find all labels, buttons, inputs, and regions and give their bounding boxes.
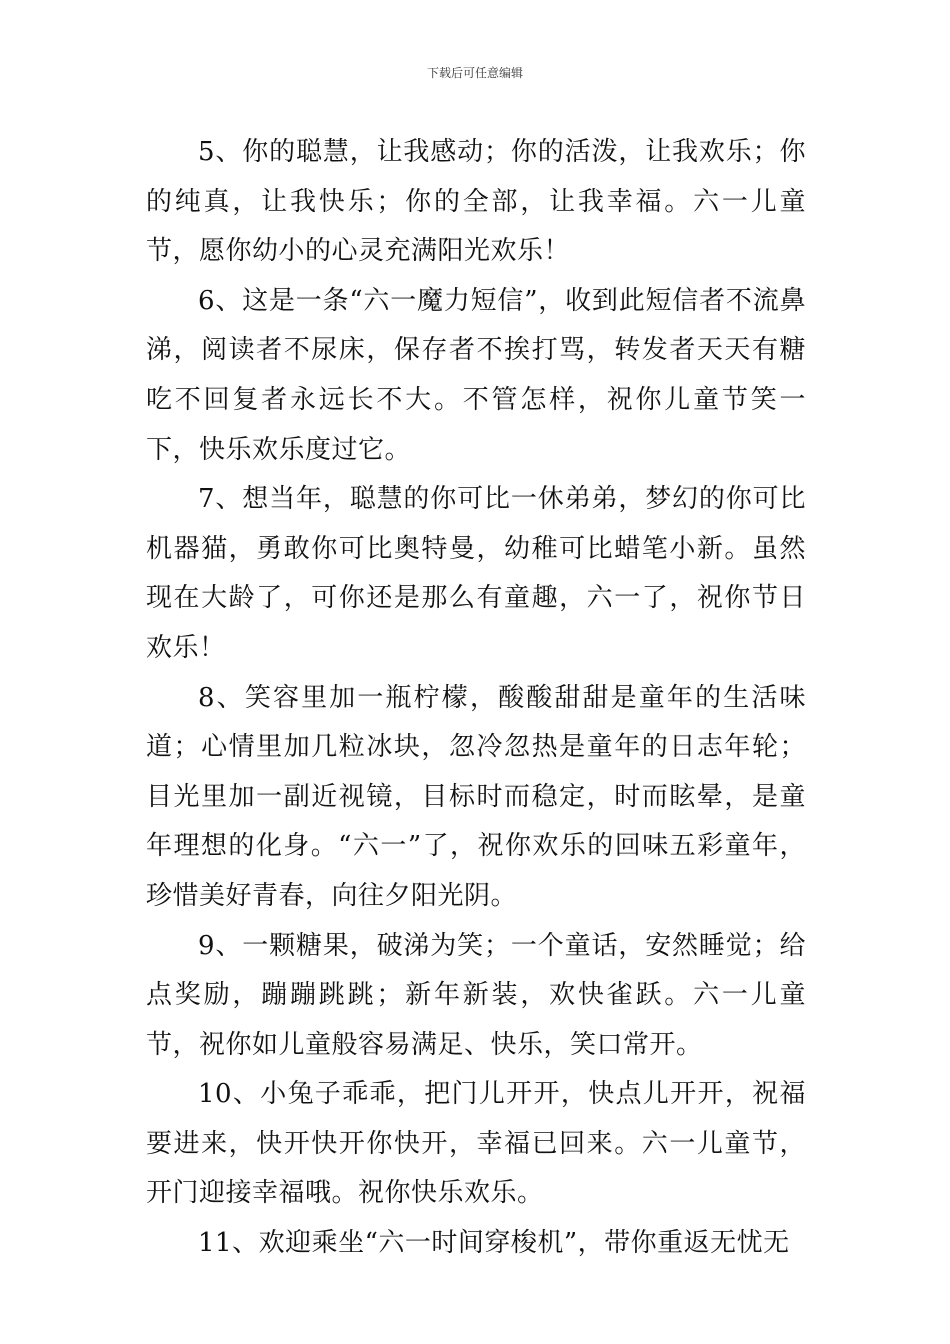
paragraph-5: 5、你的聪慧，让我感动；你的活泼，让我欢乐；你的纯真，让我快乐；你的全部，让我幸福。六一儿童节，愿你幼小的心灵充满阳光欢乐！ xyxy=(146,137,806,267)
document-body xyxy=(146,128,806,1269)
paragraph-11: 11、欢迎乘坐“六一时间穿梭机”，带你重返无忧无 xyxy=(198,1228,790,1259)
page-header-note: 下载后可任意编辑 xyxy=(426,66,523,80)
paragraph-9: 9、一颗糖果，破涕为笑；一个童话，安然睡觉；给点奖励，蹦蹦跳跳；新年新装，欢快雀跃。六一儿童节，祝你如儿童般容易满足、快乐，笑口常开。 xyxy=(146,930,806,1060)
paragraph-7: 7、想当年，聪慧的你可比一休弟弟，梦幻的你可比机器猫，勇敢你可比奥特曼，幼稚可比蜡笔小新。虽然现在大龄了，可你还是那么有童趣，六一了，祝你节日欢乐！ xyxy=(146,484,806,663)
paragraph-8: 8、笑容里加一瓶柠檬，酸酸甜甜是童年的生活味道；心情里加几粒冰块，忽冷忽热是童年的日志年轮；目光里加一副近视镜，目标时而稳定，时而眩晕，是童年理想的化身。“六一”了，祝你欢乐的回味五彩童年，珍惜美好青春，向往夕阳光阴。 xyxy=(146,682,806,911)
paragraph-6: 6、这是一条“六一魔力短信”，收到此短信者不流鼻涕，阅读者不尿床，保存者不挨打骂，转发者天天有糖吃不回复者永远长不大。不管怎样，祝你儿童节笑一下，快乐欢乐度过它。 xyxy=(146,285,806,465)
paragraph-10: 10、小兔子乖乖，把门儿开开，快点儿开开，祝福要进来，快开快开你快开，幸福已回来。六一儿童节，开门迎接幸福哦。祝你快乐欢乐。 xyxy=(146,1079,806,1209)
